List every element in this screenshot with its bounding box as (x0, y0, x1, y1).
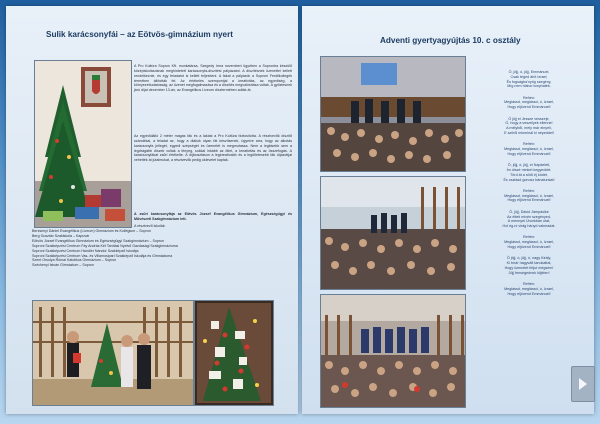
poem-line: E szíből minminál ki népeddel! (504, 130, 554, 135)
advent-hymn-lyrics (468, 70, 590, 303)
poem-line: Ó jöjj el Jessze vesszeje, (508, 116, 550, 121)
candle-lighting-photo-3 (320, 294, 466, 408)
article-paragraph-3: A zsűri karácsonyfája az Eötvös József Evangélikus Gimnázium, Egészségügyi és Művészeti Szakgimnázium lett. (134, 212, 292, 221)
decorated-tree-illustration (195, 301, 273, 405)
list-item: Eötvös József Evangélikus Gimnázium és Egészségügyi Szakgimnázium – Sopron (32, 238, 165, 243)
poem-line: Refrén: (522, 235, 536, 240)
poem-line: És fogságba'nyög szegény, (506, 79, 552, 84)
list-item: Széchenyi István Gimnázium – Sopron (32, 263, 94, 268)
right-page-title: Adventi gyertyagyújtás 10. c osztály (380, 36, 521, 45)
poem-refrain (468, 235, 590, 249)
gym-audience-illustration (321, 57, 465, 171)
poem-line: Törd át a sűrű éj ködét, (510, 172, 548, 177)
poem-refrain (468, 189, 590, 203)
poem-line: Ím díszé minket kegyeddel. (506, 167, 552, 172)
poem-line: Meglássd, meglássd, ó, Izrael, (504, 147, 554, 152)
poem-stanza (468, 210, 590, 229)
poem-line: Hogy eljövend Emmánuel! (507, 151, 551, 156)
award-ceremony-photo (32, 300, 194, 406)
article-paragraph-2: Az egyedülálló 2 méter magas fák és a lakást a Pro Kultúra biztosította. A résztvevők díszítő szándékai, a feladat az, hogy a diákok olyan fát készítsenek, ügyelve arra, hogy az alkotás karácsonyfa jellegét, egyedi szépségét és üzenetét is megmutassa. Nem a legkisebb sem a legdrágább díszek voltak a lényeg, sokkal inkább az ötlet, a kreativitás és az összefogás. A karácsonyfákat zsűri értékelte. A díjkiosztáson a legkreatívabb és a legötletesebb fák díjazottjai vehették át jutalmukat, a résztvevők pedig oklevelet kaptak. (134, 134, 292, 163)
list-item: Szent Orsolya Római Katolikus Gimnázium – Sopron (32, 258, 117, 263)
poem-refrain (468, 282, 590, 296)
poem-refrain (468, 142, 590, 156)
poem-line: A mélyből, mely már elnyeli, (506, 126, 552, 131)
award-ceremony-illustration (33, 301, 193, 405)
poem-line: Ó, jöjj, ó, jöjj, el Napkeletl, (507, 163, 551, 168)
poem-line: És oszlasd gonosz bánatunkat! (503, 177, 555, 182)
poem-line: Ki bírár hagyvált tanokattal, (506, 261, 552, 266)
poem-line: Refrén: (522, 95, 536, 100)
list-item: Soproni Szakképzési Centrum Fáy András Két Tanítási Nyelvű Gazdasági Szakgimnáziuma (32, 243, 178, 248)
poem-line: Hogy eljövend Emmánuel! (507, 198, 551, 203)
poem-stanza (468, 70, 590, 89)
poem-line: Csak téged áhít Izrael, (510, 74, 548, 79)
poem-line: Meglássd, meglássd, ó, Izrael, (504, 193, 554, 198)
right-page (302, 6, 594, 414)
poem-line: Jöjj fenségednek kiljélen! (508, 270, 550, 275)
list-item: Berg Gusztáv Szakiskola – Kapuvár (32, 233, 90, 238)
candle-lighting-photo-1 (320, 56, 466, 172)
poem-line: A mennyei Úrunkban utat, (507, 219, 551, 224)
left-page-title: Sulik karácsonyfái – az Eötvös-gimnázium nyert (46, 30, 234, 39)
poem-line: Meglássd, meglássd, ó, Izrael, (504, 240, 554, 245)
gym-audience-illustration (321, 295, 465, 407)
article-paragraph-1: A Pro Kultúra Sopron Kft. munkatársa, Szegedy Irma novemberi ügyében a Sopronba készülő középiskolásoknak meghirdetett karácsonyfa-díszítési pályázatot. A díszítésnek üzenettel kellett rendelkeznie, és egy feladatot is kellett teljesíteni. A fákat a pályázók a Soproni Festőkollegék termében állították fel. Az értékelés szempontjai a kreativitás, az egyediség, a környezettudatosság, az üzenet megfogalmazása és a díszítés megvalósítása voltak. A győztesnek járó díjat december 13-án, az Evangélikus Líceum dísztermében adták át. (134, 64, 293, 93)
school-list (32, 229, 292, 268)
poem-line: Refrén: (522, 188, 536, 193)
poem-line: Meglássd, meglássd, ó, Izrael, (504, 286, 554, 291)
poem-line: Refrén: (522, 142, 536, 147)
list-item: Berzsenyi Dániel Evangélikus (Líceum) Gimnázium és Kollégium – Sopron (32, 229, 151, 233)
poem-line: Hogy eljövend Emmánuel! (507, 245, 551, 250)
list-item: Soproni Szakképzési Centrum Vas- és Villamosipari Szakképző Iskolája és Gimnáziuma (32, 253, 173, 258)
gym-audience-illustration (321, 177, 465, 289)
poem-stanza (468, 117, 590, 136)
article-paragraph-4: A résztvevő iskolák: (134, 224, 166, 228)
poem-line: Hogy eljövend Emmánuel! (507, 105, 551, 110)
poem-line: Meglássd, meglássd, ó, Izrael, (504, 100, 554, 105)
arrow-right-icon (579, 378, 587, 390)
poem-stanza (468, 163, 590, 182)
poem-line: Ó, hogy a veszélyek ellenne! (505, 121, 553, 126)
decorated-tree-photo (194, 300, 274, 406)
poem-line: Míg nem hiába hunyhaték. (507, 84, 551, 89)
christmas-tree-illustration (35, 61, 131, 227)
next-page-button[interactable] (571, 366, 595, 402)
poem-line: Ó, jöjj, Dávid Jámpásike (509, 209, 549, 214)
list-item: Soproni Szakképzési Centrum Handler Nándor Szakképző Iskolája (32, 248, 139, 253)
candle-lighting-photo-2 (320, 176, 466, 290)
poem-line: Ó jöjj, ó, jöjj, ó, nagy Király, (506, 256, 552, 261)
poem-line: Hogy üzenetet feljut mégsem! (504, 265, 554, 270)
poem-line: Refrén: (522, 282, 536, 286)
poem-stanza (468, 256, 590, 275)
poem-refrain (468, 96, 590, 110)
left-page (6, 6, 298, 414)
poem-line: Az élteti mivén szegényed, (507, 214, 551, 219)
christmas-tree-photo (34, 60, 132, 228)
poem-line: Ó, jöjj, ó, jöjj, Emmánuel, (508, 70, 550, 74)
poem-line: Hol ég-ni virág hányd vakmadat. (502, 224, 556, 229)
poem-line: Hogy eljövend Emmánuel! (507, 291, 551, 296)
